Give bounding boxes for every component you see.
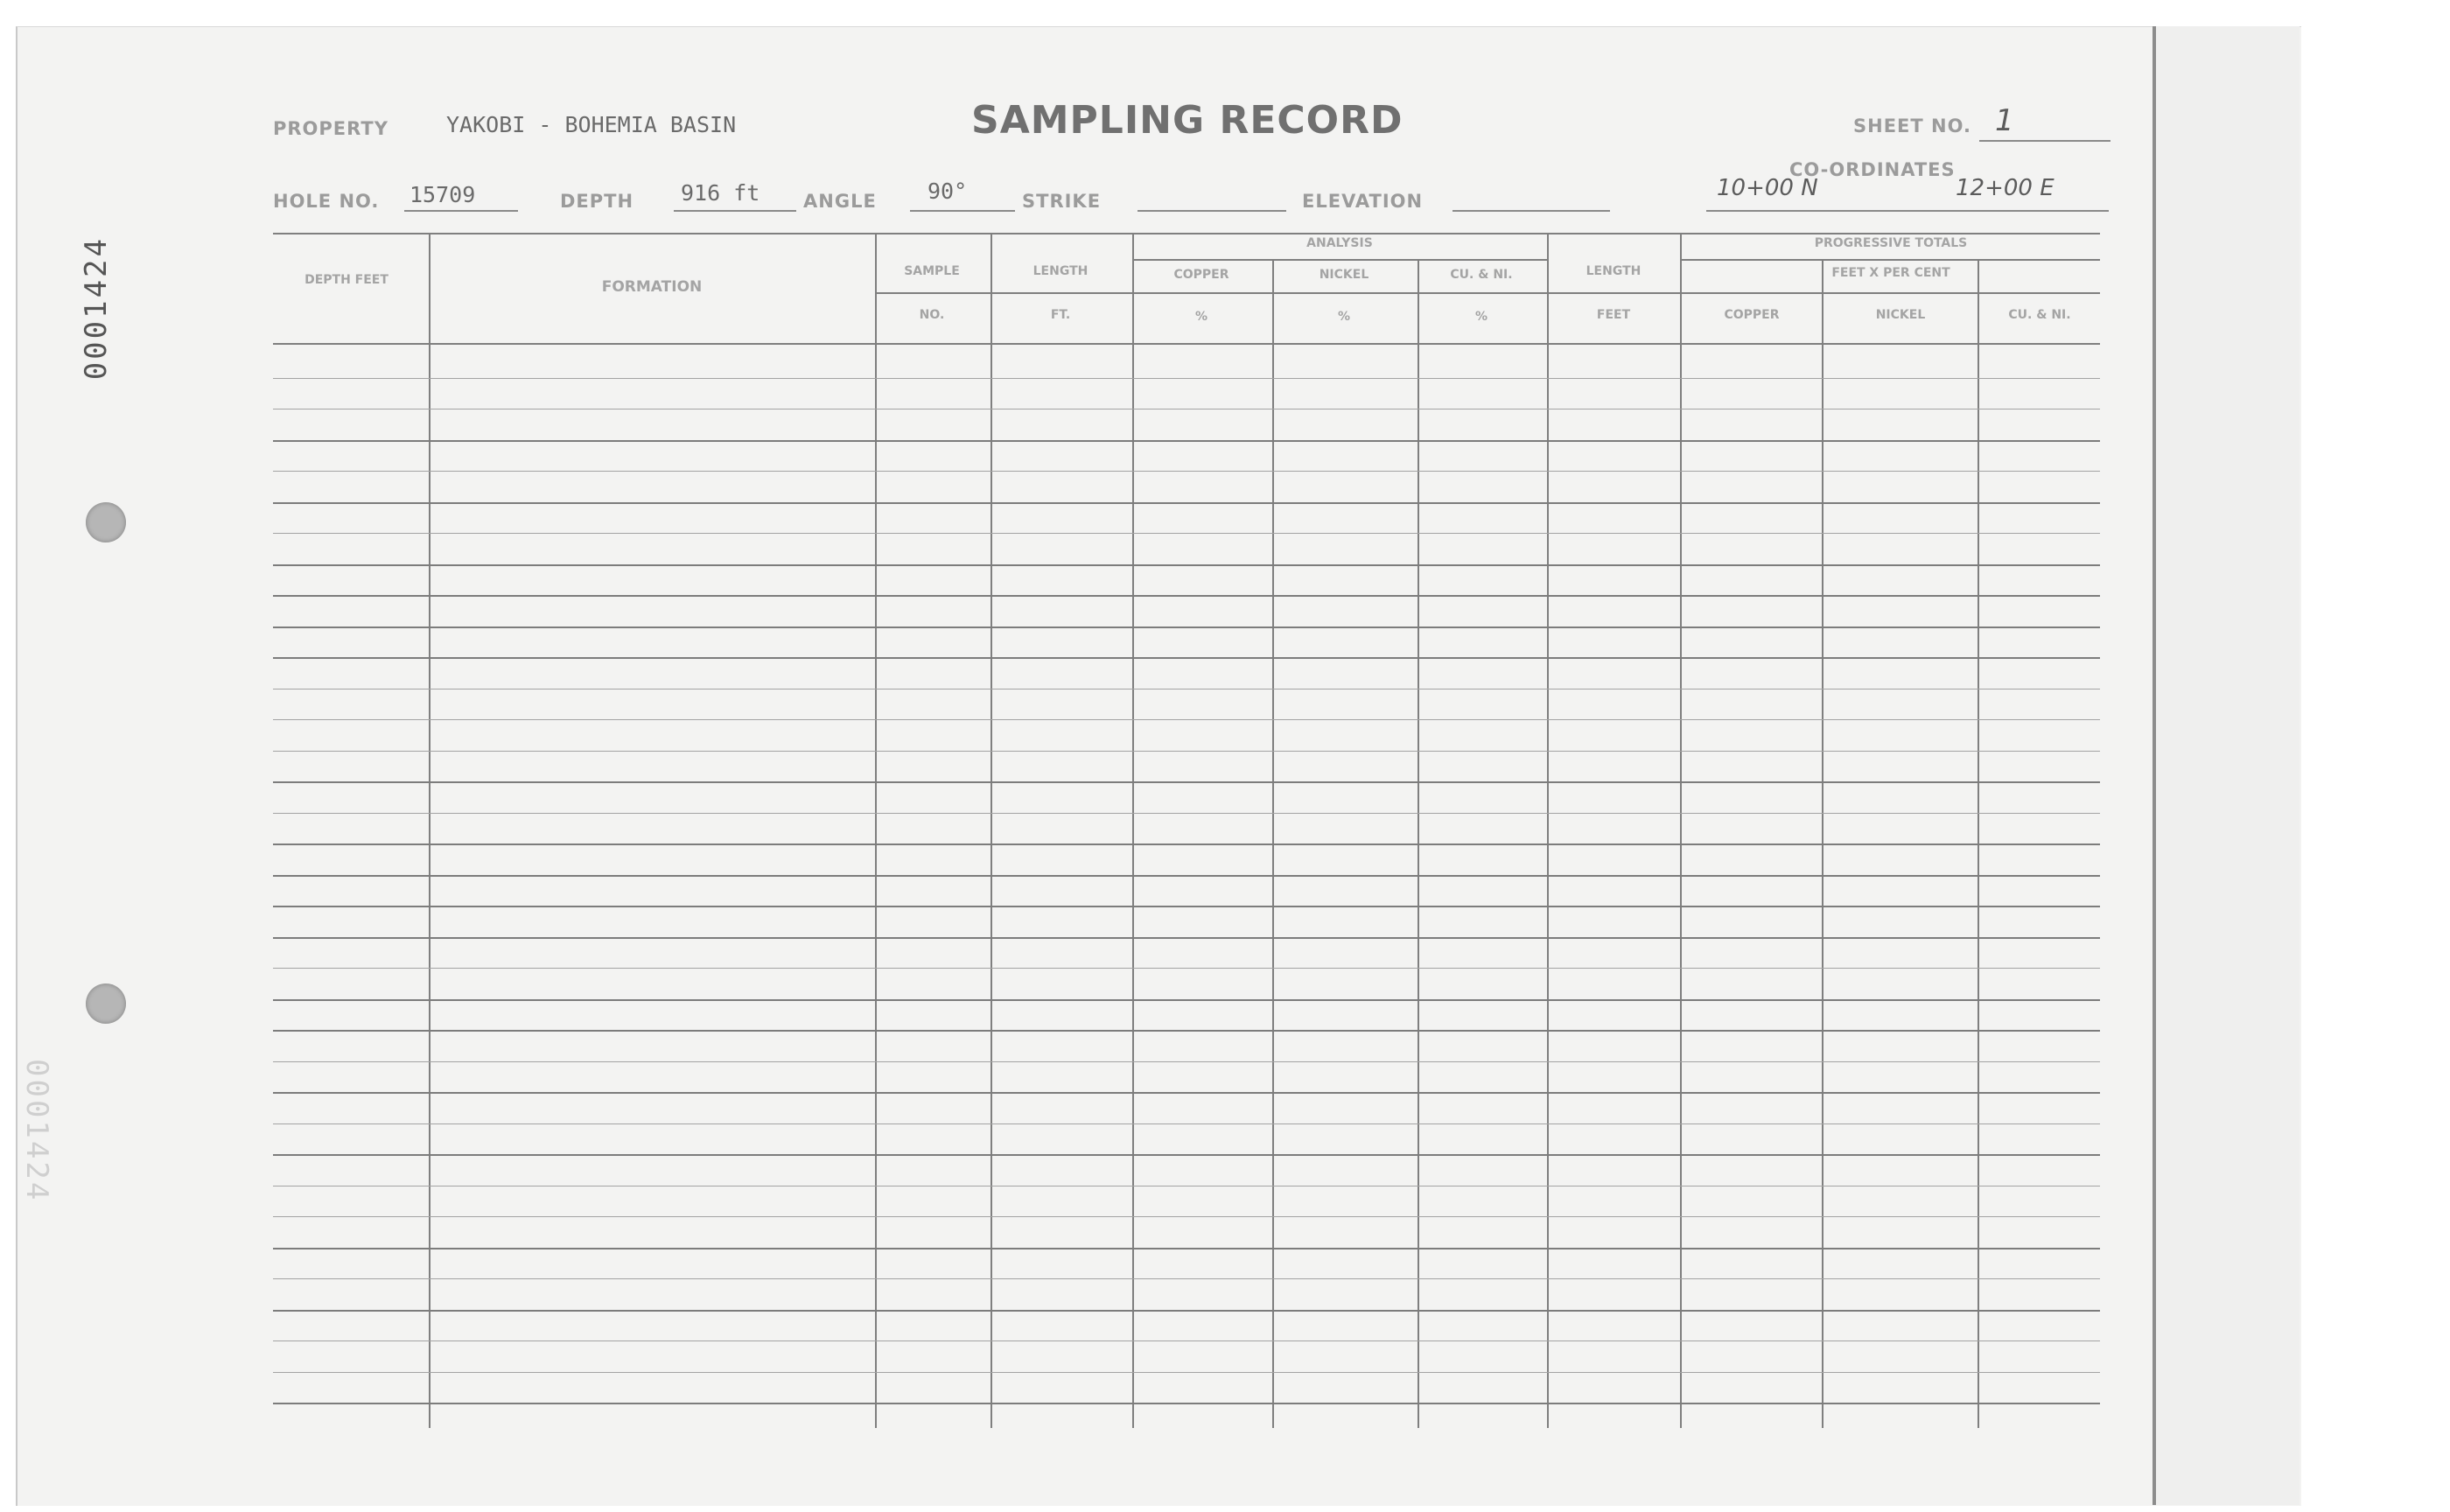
document-number-stamp: 0001424 [79, 236, 114, 381]
row-rule [273, 502, 2100, 504]
progressive-subrule [1682, 292, 2100, 294]
coordinate-east: 12+00 E [1956, 175, 2054, 201]
col-length-ft: FT. [1050, 308, 1071, 322]
coordinate-north: 10+00 N [1717, 175, 1818, 201]
property-value: YAKOBI - BOHEMIA BASIN [446, 112, 737, 137]
col-nickel-pct: % [1337, 310, 1351, 324]
sheet-margin [2156, 26, 2300, 1505]
col-prog-cu-ni: CU. & NI. [2008, 308, 2071, 322]
row-rule [273, 440, 2100, 442]
row-rule [273, 657, 2100, 659]
row-rule [273, 595, 2100, 597]
col-copper-pct: % [1194, 310, 1208, 324]
row-rule [273, 533, 2100, 534]
row-rule [273, 1092, 2100, 1094]
angle-value: 90° [928, 178, 968, 204]
elevation-label: ELEVATION [1302, 191, 1424, 212]
row-rule [273, 751, 2100, 752]
coordinates-label: CO-ORDINATES [1789, 159, 1956, 180]
hole-no-value: 15709 [410, 182, 476, 207]
row-rule [273, 471, 2100, 472]
progressive-header-rule [1682, 259, 2100, 261]
row-rule [273, 1278, 2100, 1279]
row-rule [273, 968, 2100, 969]
col-prog-copper: COPPER [1724, 308, 1780, 322]
property-label: PROPERTY [273, 118, 388, 139]
row-rule [273, 1154, 2100, 1156]
depth-label: DEPTH [560, 191, 634, 212]
row-rule [273, 844, 2100, 845]
row-rule [273, 1340, 2100, 1341]
row-rule [273, 1030, 2100, 1032]
row-rule [273, 1061, 2100, 1062]
row-rule [273, 378, 2100, 379]
row-rule [273, 875, 2100, 877]
angle-line [910, 210, 1015, 212]
row-rule [273, 906, 2100, 907]
col-copper: COPPER [1173, 268, 1229, 282]
col-analysis: ANALYSIS [1306, 236, 1373, 250]
coordinates-line [1706, 210, 2109, 212]
sheet-line [1979, 140, 2110, 142]
row-rule [273, 719, 2100, 720]
row-rule [273, 1403, 2100, 1404]
strike-label: STRIKE [1022, 191, 1102, 212]
col-length: LENGTH [1032, 264, 1088, 278]
sheet-label: SHEET NO. [1853, 116, 1971, 136]
binder-hole-top [86, 502, 126, 542]
hole-no-label: HOLE NO. [273, 191, 380, 212]
col-prog-nickel: NICKEL [1875, 308, 1926, 322]
col-sample: SAMPLE [904, 264, 960, 278]
col-progressive-totals: PROGRESSIVE TOTALS [1814, 236, 1968, 250]
col-depth-feet: DEPTH FEET [304, 273, 388, 287]
col-sample-no: NO. [919, 308, 945, 322]
row-rule [273, 626, 2100, 628]
row-rule [273, 1310, 2100, 1312]
depth-value: 916 ft [681, 180, 760, 206]
col-formation: FORMATION [601, 278, 703, 296]
binder-hole-bottom [86, 984, 126, 1024]
col-length-2: LENGTH [1586, 264, 1642, 278]
row-rule [273, 409, 2100, 410]
sheet-value: 1 [1995, 103, 2014, 138]
row-rule [273, 813, 2100, 814]
hole-line [404, 210, 518, 212]
row-rule [273, 937, 2100, 939]
row-rule [273, 564, 2100, 566]
document-number-ghost: 0001424 [19, 1059, 54, 1203]
row-rule [273, 1248, 2100, 1250]
analysis-header-rule [1132, 259, 1547, 261]
row-rule [273, 781, 2100, 783]
header-bottom-rule [273, 343, 2100, 345]
col-cu-ni-pct: % [1474, 310, 1488, 324]
row-rule [273, 1216, 2100, 1217]
row-rule [273, 689, 2100, 690]
col-length-2-feet: FEET [1596, 308, 1631, 322]
elevation-line [1452, 210, 1610, 212]
col-cu-ni: CU. & NI. [1450, 268, 1513, 282]
strike-line [1138, 210, 1286, 212]
page-title: SAMPLING RECORD [971, 98, 1404, 143]
row-rule [273, 999, 2100, 1001]
table-top-rule [273, 233, 2100, 234]
row-rule [273, 1372, 2100, 1373]
col-feet-x-percent: FEET X PER CENT [1831, 266, 1950, 280]
depth-line [674, 210, 796, 212]
angle-label: ANGLE [803, 191, 877, 212]
col-nickel: NICKEL [1319, 268, 1369, 282]
